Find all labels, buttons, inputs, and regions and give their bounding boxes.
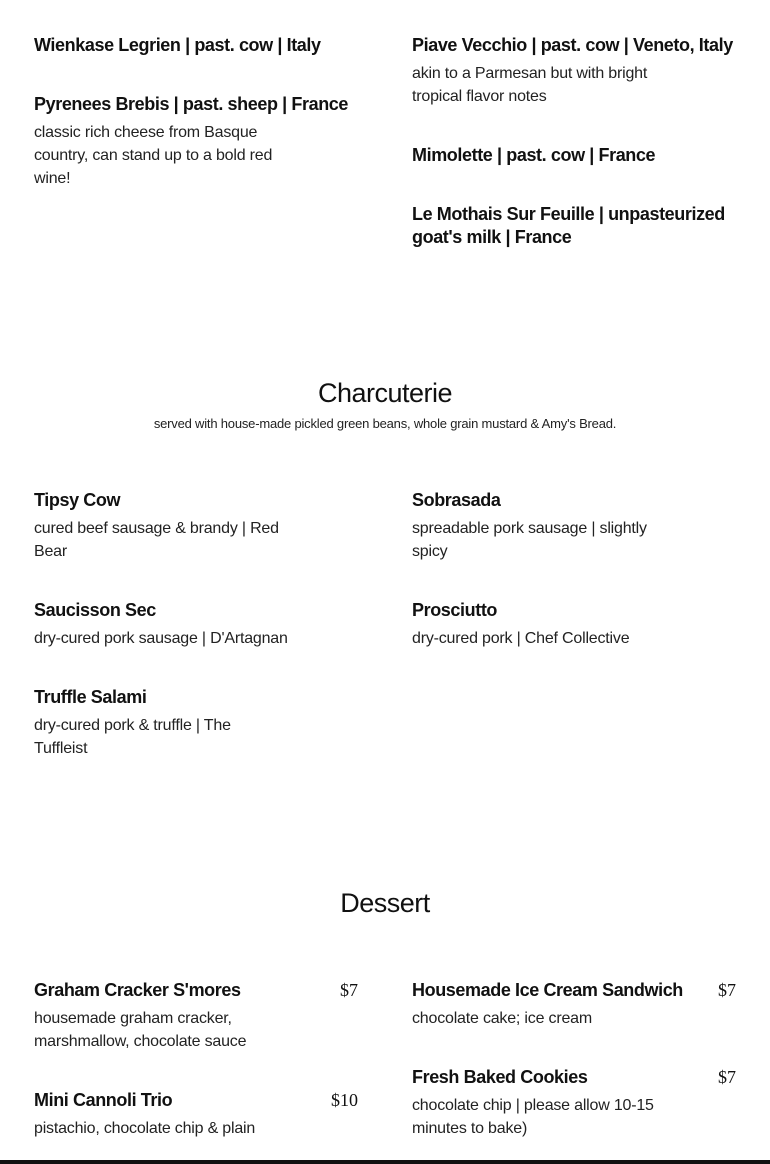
- item-header: [412, 1066, 736, 1089]
- item-description: classic rich cheese from Basque country, can stand up to a bold red wine!: [34, 124, 273, 187]
- item-name: Tipsy Cow: [34, 490, 121, 510]
- item-description: dry-cured pork & truffle | The Tuffleist: [34, 717, 231, 757]
- item-name: Piave Vecchio | past. cow | Veneto, Italy: [412, 35, 733, 55]
- item-description: dry-cured pork | Chef Collective: [412, 630, 630, 647]
- item-name: Prosciutto: [412, 600, 498, 620]
- item-name: Saucisson Sec: [34, 600, 156, 620]
- item-header: [34, 1089, 358, 1112]
- cheese-item-wienkase: [34, 34, 374, 57]
- item-description: akin to a Parmesan but with bright tropical flavor notes: [412, 65, 648, 105]
- item-name: Sobrasada: [412, 490, 501, 510]
- charcuterie-item-prosciutto: [412, 599, 712, 650]
- item-description: cured beef sausage & brandy | Red Bear: [34, 520, 279, 560]
- item-name: Wienkase Legrien | past. cow | Italy: [34, 35, 321, 55]
- item-header: [412, 979, 736, 1002]
- item-description: housemade graham cracker, marshmallow, chocolate sauce: [34, 1010, 247, 1050]
- cheese-item-pyrenees-brebis: [34, 93, 374, 190]
- item-description: dry-cured pork sausage | D'Artagnan: [34, 630, 288, 647]
- item-description: pistachio, chocolate chip & plain: [34, 1120, 256, 1137]
- item-description: chocolate chip | please allow 10-15 minutes to bake): [412, 1097, 654, 1137]
- item-name: Housemade Ice Cream Sandwich: [412, 980, 683, 1000]
- charcuterie-item-saucisson-sec: [34, 599, 334, 650]
- cheese-item-le-mothais: [412, 203, 742, 249]
- dessert-item-smores: [34, 979, 358, 1053]
- bottom-divider: [0, 1160, 770, 1164]
- item-price: $7: [340, 980, 358, 1000]
- cheese-item-mimolette: [412, 144, 655, 167]
- charcuterie-item-truffle-salami: [34, 686, 274, 760]
- dessert-item-ice-cream-sandwich: [412, 979, 736, 1030]
- item-description: chocolate cake; ice cream: [412, 1010, 592, 1027]
- item-name: Le Mothais Sur Feuille | unpasteurized goat's milk | France: [412, 204, 725, 247]
- item-name: Mini Cannoli Trio: [34, 1090, 173, 1110]
- item-price: $10: [331, 1090, 358, 1110]
- item-name: Graham Cracker S'mores: [34, 980, 241, 1000]
- item-name: Truffle Salami: [34, 687, 147, 707]
- dessert-item-cookies: [412, 1066, 736, 1140]
- section-title-charcuterie: Charcuterie: [317, 378, 453, 408]
- item-price: $7: [718, 980, 736, 1000]
- item-name: Fresh Baked Cookies: [412, 1067, 588, 1087]
- cheese-item-piave-vecchio: [412, 34, 752, 108]
- item-description: spreadable pork sausage | slightly spicy: [412, 520, 647, 560]
- charcuterie-item-sobrasada: [412, 489, 672, 563]
- section-title-dessert: Dessert: [340, 888, 430, 918]
- charcuterie-item-tipsy-cow: [34, 489, 299, 563]
- item-header: [34, 979, 358, 1002]
- item-name: Pyrenees Brebis | past. sheep | France: [34, 94, 349, 114]
- item-name: Mimolette | past. cow | France: [412, 145, 656, 165]
- dessert-item-cannoli: [34, 1089, 358, 1140]
- section-subtitle-charcuterie: served with house-made pickled green beans, whole grain mustard & Amy's Bread.: [153, 416, 617, 431]
- item-price: $7: [718, 1067, 736, 1087]
